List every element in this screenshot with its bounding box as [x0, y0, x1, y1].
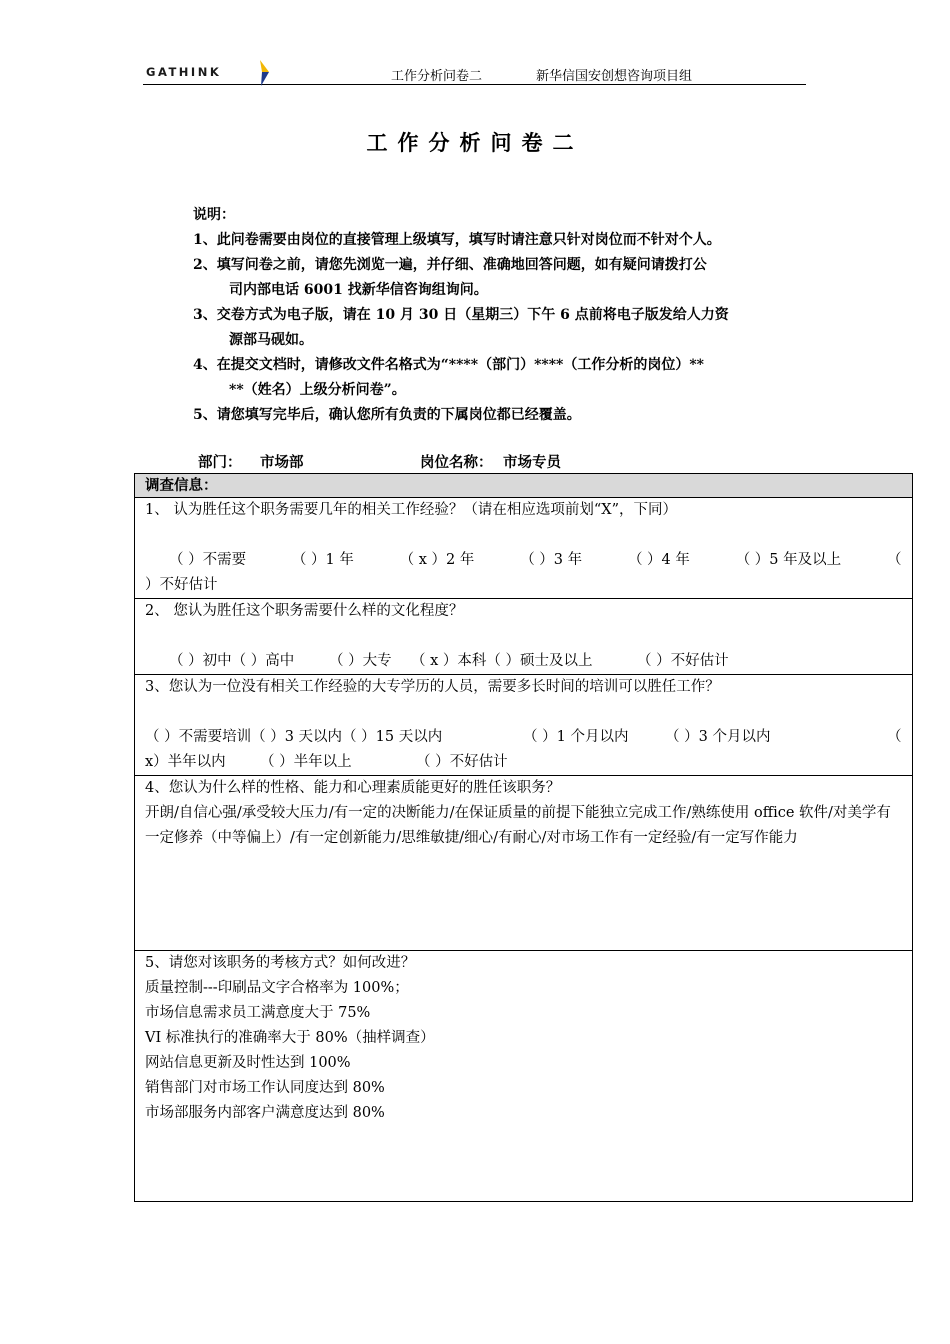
- question-2: [135, 599, 913, 675]
- q3-option[interactable]: x）半年以内: [145, 754, 226, 770]
- survey-table: [134, 473, 913, 1202]
- question-1: [135, 498, 913, 599]
- logo-text: GATHINK: [146, 65, 222, 79]
- question-5-answer-line[interactable]: 销售部门对市场工作认同度达到 80%: [145, 1080, 385, 1096]
- q3-option[interactable]: （ ）半年以上: [260, 754, 352, 770]
- question-5-answer-line[interactable]: 市场部服务内部客户满意度达到 80%: [145, 1105, 385, 1121]
- instruction-item-continued: 源部马砚如。: [229, 332, 313, 348]
- q1-option[interactable]: （ ）5 年及以上: [735, 552, 842, 568]
- question-4-text: 4、您认为什么样的性格、能力和心理素质能更好的胜任该职务？: [145, 780, 561, 796]
- question-5-answer-line[interactable]: 网站信息更新及时性达到 100%: [145, 1055, 351, 1071]
- question-1-text: 1、 认为胜任这个职务需要几年的相关工作经验？（请在相应选项前划“X”，下同）: [145, 502, 677, 518]
- q3-option[interactable]: （: [887, 729, 902, 745]
- question-5-answer-line[interactable]: VI 标准执行的准确率大于 80%（抽样调查）: [145, 1030, 435, 1046]
- q2-option[interactable]: （ ）初中（ ）高中: [169, 653, 295, 669]
- instructions-label: 说明：: [193, 207, 235, 223]
- q1-option[interactable]: （: [886, 552, 902, 568]
- survey-header: 调查信息：: [135, 474, 913, 498]
- question-5: [135, 951, 913, 1202]
- q2-option[interactable]: （ ）大专: [329, 653, 392, 669]
- instruction-item: 4、在提交文档时，请修改文件名格式为“****（部门）****（工作分析的岗位）**: [193, 357, 705, 373]
- q1-option[interactable]: （ ）3 年: [520, 552, 583, 568]
- header-doc-name: 工作分析问卷二: [391, 69, 483, 84]
- question-5-text: 5、请您对该职务的考核方式？如何改进？: [145, 955, 416, 971]
- instruction-item-continued: **（姓名）上级分析问卷”。: [229, 382, 406, 398]
- position-label: 岗位名称：: [420, 454, 493, 471]
- instruction-item-continued: 司内部电话 6001 找新华信咨询组询问。: [229, 282, 488, 298]
- q3-option[interactable]: （ ）3 个月以内: [665, 729, 771, 745]
- dept-label: 部门：: [198, 454, 242, 471]
- question-3-text: 3、您认为一位没有相关工作经验的大专学历的人员，需要多长时间的培训可以胜任工作？: [145, 679, 720, 695]
- instructions: [193, 203, 833, 428]
- position-value: 市场专员: [503, 454, 561, 471]
- q2-option[interactable]: （ ）不好估计: [637, 653, 729, 669]
- question-5-answer-line[interactable]: 质量控制---印刷品文字合格率为 100%；: [145, 980, 409, 996]
- q1-option[interactable]: （ ）4 年: [627, 552, 690, 568]
- question-4: [135, 776, 913, 951]
- q3-option[interactable]: （ ）不需要培训（ ）3 天以内（ ）15 天以内: [145, 729, 443, 745]
- header-org-name: 新华信国安创想咨询项目组: [536, 69, 693, 84]
- logo-mark-icon: [256, 58, 272, 88]
- question-2-text: 2、 您认为胜任这个职务需要什么样的文化程度？: [145, 603, 464, 619]
- document-title: 工作分析问卷二: [366, 130, 584, 155]
- question-5-answer-line[interactable]: 市场信息需求员工满意度大于 75%: [145, 1005, 371, 1021]
- q3-option[interactable]: （ ）不好估计: [416, 754, 508, 770]
- question-4-answer[interactable]: 开朗/自信心强/承受较大压力/有一定的决断能力/在保证质量的前提下能独立完成工作/熟练使用 office 软件/对美学有一定修养（中等偏上）/有一定创新能力/思维敏捷/细心/有耐心/对市场工作有一定经验/有一定写作能力: [145, 805, 891, 846]
- q1-option[interactable]: ）不好估计: [145, 577, 218, 593]
- page-header: [143, 58, 806, 85]
- question-3: [135, 675, 913, 776]
- q1-option[interactable]: （ ）1 年: [291, 552, 354, 568]
- dept-value: 市场部: [260, 454, 304, 471]
- q3-option[interactable]: （ ）1 个月以内: [523, 729, 629, 745]
- q2-option[interactable]: （ x ）本科（ ）硕士及以上: [411, 653, 593, 669]
- instruction-item: 2、填写问卷之前，请您先浏览一遍，并仔细、准确地回答问题，如有疑问请拨打公: [193, 257, 707, 273]
- instruction-item: 1、此问卷需要由岗位的直接管理上级填写，填写时请注意只针对岗位而不针对个人。: [193, 232, 721, 248]
- q1-option[interactable]: （ ）不需要: [169, 552, 247, 568]
- q1-option[interactable]: （ x ）2 年: [399, 552, 475, 568]
- instruction-item: 3、交卷方式为电子版，请在 10 月 30 日（星期三）下午 6 点前将电子版发给人力资: [193, 307, 729, 323]
- instruction-item: 5、请您填写完毕后，确认您所有负责的下属岗位都已经覆盖。: [193, 407, 581, 423]
